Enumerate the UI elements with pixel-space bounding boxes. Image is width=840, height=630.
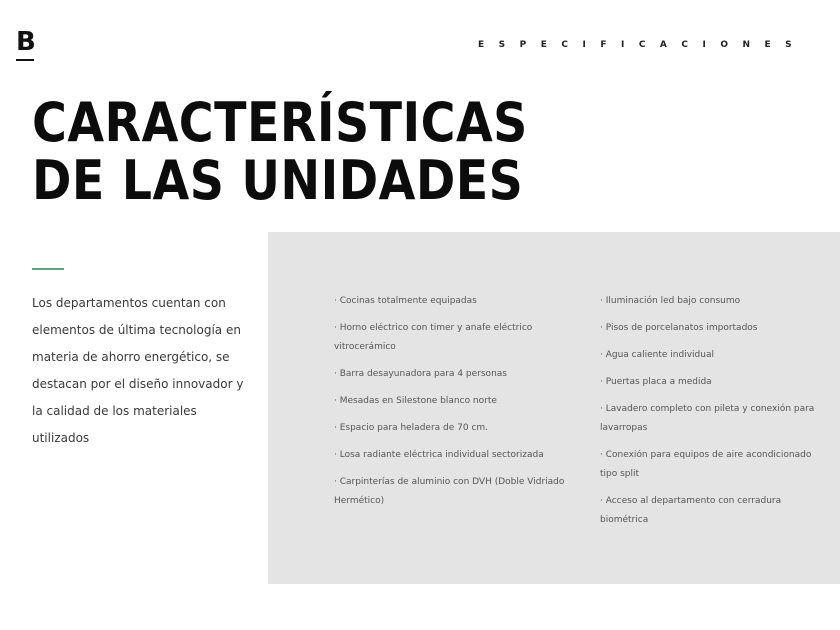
spec-item: · Espacio para heladera de 70 cm. bbox=[334, 423, 489, 433]
specs-list-right bbox=[600, 292, 830, 538]
specs-panel bbox=[268, 232, 840, 584]
brand-logo-letter: B bbox=[16, 27, 36, 57]
accent-divider bbox=[32, 268, 64, 270]
specs-list-left bbox=[334, 292, 574, 519]
spec-item: · Iluminación led bajo consumo bbox=[600, 296, 741, 306]
section-label: ESPECIFICACIONES bbox=[478, 40, 807, 50]
spec-item: · Pisos de porcelanatos importados bbox=[600, 323, 758, 333]
brand-logo bbox=[16, 28, 38, 64]
page-title-line-1: CARACTERÍSTICAS bbox=[32, 91, 528, 154]
spec-item: · Carpinterías de aluminio con DVH (Doble Vidriado Hermético) bbox=[334, 477, 565, 506]
spec-item: · Agua caliente individual bbox=[600, 350, 714, 360]
spec-item: · Lavadero completo con pileta y conexión para lavarropas bbox=[600, 404, 815, 433]
spec-item: · Puertas placa a medida bbox=[600, 377, 712, 387]
page-title bbox=[32, 91, 528, 212]
spec-item: · Losa radiante eléctrica individual sectorizada bbox=[334, 450, 544, 460]
spec-item: · Mesadas en Silestone blanco norte bbox=[334, 396, 497, 406]
brand-logo-underline bbox=[16, 59, 34, 61]
intro-paragraph: Los departamentos cuentan con elementos de última tecnología en materia de ahorro energético, se destacan por el diseño innovador y la calidad de los materiales utilizados bbox=[32, 296, 244, 445]
page-title-line-2: DE LAS UNIDADES bbox=[32, 149, 524, 212]
spec-item: · Acceso al departamento con cerradura biométrica bbox=[600, 496, 782, 525]
spec-item: · Horno eléctrico con timer y anafe eléctrico vitrocerámico bbox=[334, 323, 533, 352]
spec-item: · Cocinas totalmente equipadas bbox=[334, 296, 477, 306]
spec-item: · Conexión para equipos de aire acondicionado tipo split bbox=[600, 450, 812, 479]
spec-item: · Barra desayunadora para 4 personas bbox=[334, 369, 507, 379]
